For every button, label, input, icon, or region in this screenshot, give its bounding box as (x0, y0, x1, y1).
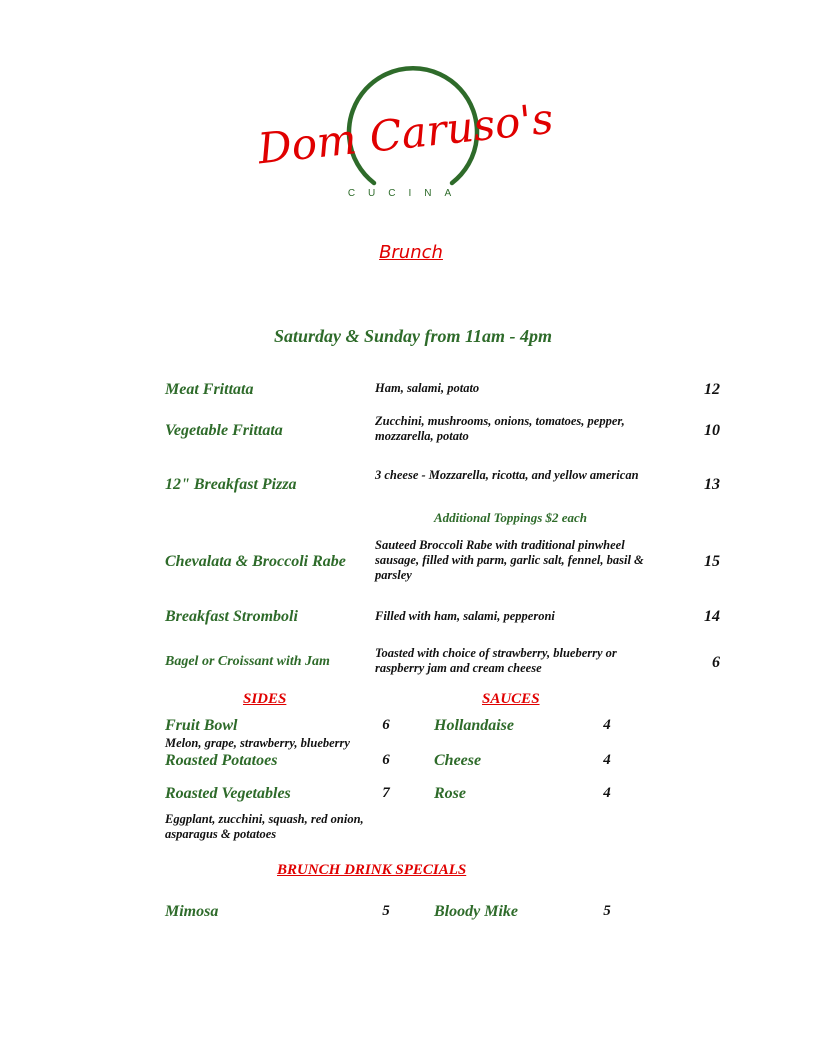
toppings-note: Additional Toppings $2 each (434, 510, 588, 525)
menu-item-price: 12 (704, 381, 720, 398)
logo-cucina: CUCINA (347, 188, 465, 199)
sauce-name: Rose (434, 785, 466, 802)
side-price: 6 (382, 717, 390, 733)
drink-price: 5 (382, 903, 390, 919)
menu-item-desc: Zucchini, mushrooms, onions, tomatoes, pepper, mozzarella, potato (375, 414, 625, 443)
sauce-price: 4 (603, 785, 611, 801)
logo-graphic (255, 58, 556, 208)
sauce-price: 4 (603, 717, 611, 733)
menu-item-name: Chevalata & Broccoli Rabe (165, 553, 346, 570)
menu-item-price: 15 (704, 553, 720, 570)
menu-item-desc: Ham, salami, potato (375, 381, 480, 395)
menu-item-desc: Filled with ham, salami, pepperoni (375, 609, 555, 623)
menu-item-name: Meat Frittata (165, 381, 254, 398)
sauce-name: Hollandaise (434, 717, 515, 734)
menu-item-name: Vegetable Frittata (165, 422, 283, 439)
menu-item-price: 10 (704, 422, 720, 439)
side-price: 6 (382, 752, 390, 768)
page-heading: Brunch (379, 242, 443, 263)
menu-item-price: 14 (704, 608, 720, 625)
menu-item-price: 6 (712, 654, 720, 671)
logo-script: Dom Caruso's (255, 93, 556, 174)
sauce-price: 4 (603, 752, 611, 768)
logo (255, 58, 556, 208)
menu-item-price: 13 (704, 476, 720, 493)
menu-item-desc: Toasted with choice of strawberry, blueberry or raspberry jam and cream cheese (375, 646, 617, 675)
side-name: Roasted Vegetables (165, 785, 291, 802)
side-name: Roasted Potatoes (165, 752, 278, 769)
menu-item-name: 12" Breakfast Pizza (165, 476, 297, 493)
side-name: Fruit Bowl (165, 717, 238, 734)
service-hours: Saturday & Sunday from 11am - 4pm (273, 326, 553, 346)
side-note: Melon, grape, strawberry, blueberry (165, 736, 350, 750)
side-note: Eggplant, zucchini, squash, red onion, asparagus & potatoes (165, 812, 364, 841)
drinks-heading: BRUNCH DRINK SPECIALS (277, 862, 467, 878)
sauce-name: Cheese (434, 752, 482, 769)
side-price: 7 (382, 785, 390, 801)
drink-name: Mimosa (165, 903, 219, 920)
sides-heading: SIDES (243, 691, 287, 707)
menu-item-desc: Sauteed Broccoli Rabe with traditional pinwheel sausage, filled with parm, garlic salt, fennel, basil & parsley (375, 538, 644, 582)
drink-price: 5 (603, 903, 611, 919)
menu-item-name: Bagel or Croissant with Jam (165, 654, 330, 669)
menu-item-name: Breakfast Stromboli (165, 608, 298, 625)
drink-name: Bloody Mike (434, 903, 518, 920)
menu-item-desc: 3 cheese - Mozzarella, ricotta, and yellow american (375, 468, 639, 482)
sauces-heading: SAUCES (482, 691, 540, 707)
